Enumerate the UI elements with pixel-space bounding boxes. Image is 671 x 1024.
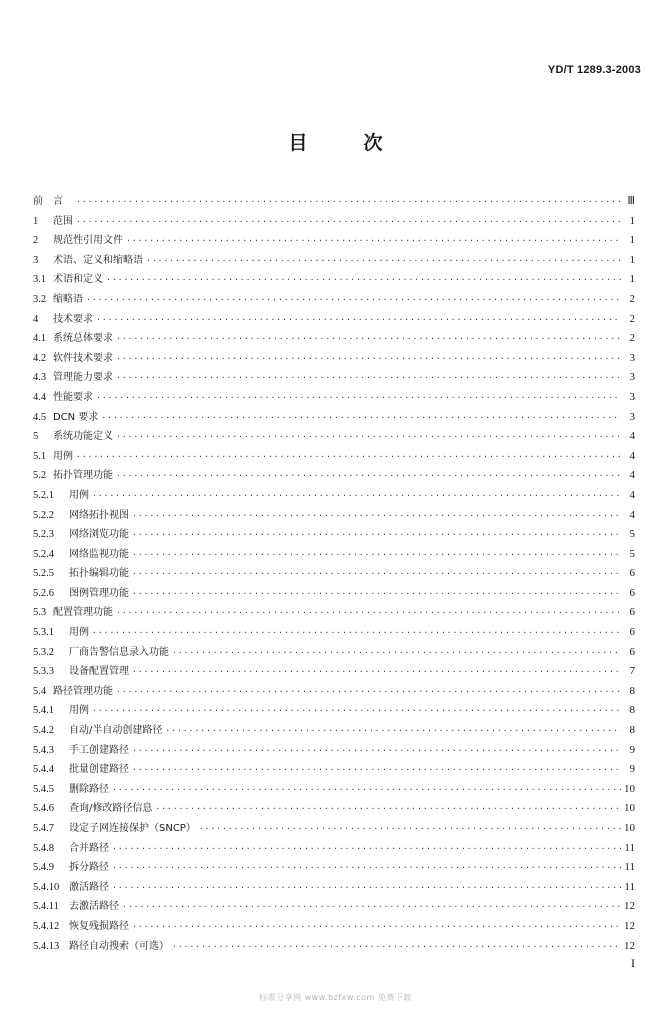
toc-entry-page: 4 [629, 469, 635, 482]
toc-entry-title: 范围 [53, 215, 73, 227]
toc-dot-leader [101, 408, 621, 428]
standard-code: YD/T 1289.3-2003 [547, 64, 641, 76]
toc-dot-leader [132, 564, 621, 584]
toc-entry-page: 12 [624, 900, 635, 913]
toc-dot-leader [116, 466, 621, 486]
toc-dot-leader [112, 780, 621, 800]
toc-entry[interactable] [33, 427, 635, 447]
toc-dot-leader [155, 799, 621, 819]
toc-entry[interactable] [33, 525, 635, 545]
toc-entry-page: 2 [629, 312, 635, 325]
toc-entry-page: 4 [629, 430, 635, 443]
toc-entry[interactable] [33, 310, 635, 330]
toc-entry-page: Ⅲ [627, 195, 635, 207]
toc-dot-leader [96, 388, 621, 408]
toc-entry-number: 5.2.5 [33, 568, 54, 580]
page-number: I [631, 956, 635, 970]
toc-entry-page: 2 [629, 292, 635, 305]
toc-entry-title: 网络浏览功能 [69, 529, 129, 541]
toc-entry-title: 删除路径 [69, 783, 109, 795]
toc-entry-page: 8 [629, 684, 635, 697]
toc-entry-number: 5.4.11 [33, 901, 59, 913]
toc-entry-number: 5.3.2 [33, 646, 54, 658]
toc-entry-number: 4.4 [33, 391, 47, 403]
toc-entry-number: 3 [33, 254, 39, 266]
toc-entry[interactable] [33, 701, 635, 721]
toc-entry-page: 11 [624, 841, 635, 854]
toc-dot-leader [116, 368, 621, 388]
toc-entry-page: 2 [629, 332, 635, 345]
toc-entry-title: 激活路径 [69, 881, 109, 893]
toc-dot-leader [106, 270, 621, 290]
toc-entry-page: 8 [629, 724, 635, 737]
toc-entry-title: 路径自动搜索（可选） [69, 940, 169, 952]
toc-dot-leader [92, 701, 621, 721]
toc-entry-page: 10 [624, 782, 635, 795]
toc-entry-number: 5.4.9 [33, 862, 54, 874]
toc-dot-leader [112, 839, 621, 859]
toc-entry[interactable] [33, 329, 635, 349]
toc-entry-title: 用例 [53, 450, 73, 462]
toc-entry-title: DCN 要求 [53, 411, 99, 423]
toc-entry-title: 软件技术要求 [53, 352, 113, 364]
toc-entry-page: 10 [624, 802, 635, 815]
toc-entry-title: 拆分路径 [69, 862, 109, 874]
toc-entry-number: 5.2.2 [33, 509, 54, 521]
toc-entry-number: 5.2.3 [33, 529, 54, 541]
toc-entry-title: 查询/修改路径信息 [69, 803, 153, 815]
toc-dot-leader [76, 192, 621, 212]
toc-entry[interactable] [33, 878, 635, 898]
toc-entry[interactable] [33, 290, 635, 310]
toc-entry[interactable] [33, 447, 635, 467]
toc-entry-number: 5.3 [33, 607, 47, 619]
toc-entry-number: 5.1 [33, 450, 47, 462]
toc-entry-title: 用例 [69, 705, 89, 717]
toc-entry[interactable] [33, 897, 635, 917]
toc-entry-number: 5.4.1 [33, 705, 54, 717]
toc-entry-number: 5.4.4 [33, 764, 54, 776]
toc-entry-page: 5 [629, 547, 635, 560]
toc-entry-title: 设备配置管理 [69, 666, 129, 678]
toc-entry[interactable] [33, 917, 635, 937]
toc-entry[interactable] [33, 486, 635, 506]
toc-entry[interactable] [33, 643, 635, 663]
toc-dot-leader [76, 447, 621, 467]
toc-entry[interactable] [33, 231, 635, 251]
toc-entry-title: 厂商告警信息录入功能 [69, 646, 169, 658]
toc-entry-page: 1 [629, 214, 635, 227]
toc-entry-number: 1 [33, 215, 39, 227]
toc-entry-page: 6 [629, 606, 635, 619]
toc-entry-title: 用例 [69, 627, 89, 639]
toc-entry-page: 1 [629, 273, 635, 286]
toc-entry[interactable] [33, 760, 635, 780]
toc-entry[interactable] [33, 819, 635, 839]
toc-entry-page: 8 [629, 704, 635, 717]
toc-entry-number: 5.4.10 [33, 881, 60, 893]
toc-dot-leader [92, 486, 621, 506]
toc-entry-title: 拓扑编辑功能 [69, 568, 129, 580]
toc-entry-page: 6 [629, 586, 635, 599]
toc-entry-page: 11 [624, 880, 635, 893]
toc-entry-number: 5.4.2 [33, 725, 54, 737]
toc-entry-number: 5.3.1 [33, 627, 54, 639]
toc-entry-number: 4.3 [33, 372, 47, 384]
toc-entry[interactable] [33, 506, 635, 526]
toc-entry-page: 9 [629, 743, 635, 756]
toc-dot-leader [172, 937, 621, 957]
toc-entry[interactable] [33, 349, 635, 369]
toc-entry[interactable] [33, 662, 635, 682]
toc-entry-title: 合并路径 [69, 842, 109, 854]
toc-entry-number: 3.1 [33, 274, 47, 286]
toc-entry-number: 4.2 [33, 352, 47, 364]
toc-entry-title: 拓扑管理功能 [53, 470, 113, 482]
toc-entry-page: 6 [629, 645, 635, 658]
toc-entry-title: 性能要求 [53, 391, 93, 403]
toc-dot-leader [76, 212, 621, 232]
page-title: 目次 [288, 132, 439, 154]
toc-dot-leader [132, 506, 621, 526]
toc-entry[interactable] [33, 564, 635, 584]
toc-entry-title: 批量创建路径 [69, 764, 129, 776]
toc-dot-leader [86, 290, 621, 310]
toc-entry[interactable] [33, 780, 635, 800]
toc-entry-title: 术语和定义 [53, 274, 103, 286]
toc-entry-page: 10 [624, 822, 635, 834]
toc-entry-title: 网络监视功能 [69, 548, 129, 560]
toc-entry-title: 设定子网连接保护（SNCP） [69, 823, 196, 834]
toc-entry-page: 1 [629, 253, 635, 266]
toc-entry[interactable] [33, 408, 635, 428]
toc-entry[interactable] [33, 799, 635, 819]
toc-entry-number: 5.4.8 [33, 842, 54, 854]
toc-entry-title: 手工创建路径 [69, 744, 129, 756]
toc-entry[interactable] [33, 623, 635, 643]
toc-entry-page: 4 [629, 508, 635, 521]
toc-entry[interactable] [33, 368, 635, 388]
toc-entry-title: 图例管理功能 [69, 587, 129, 599]
toc-entry-page: 3 [629, 390, 635, 403]
toc-dot-leader [116, 349, 621, 369]
toc-dot-leader [132, 525, 621, 545]
toc-entry-page: 3 [629, 351, 635, 364]
toc-entry-title: 前言 [33, 196, 73, 207]
toc-entry-page: 6 [629, 567, 635, 580]
toc-entry-page: 5 [629, 528, 635, 541]
toc-dot-leader [122, 897, 621, 917]
toc-entry-number: 5.4.13 [33, 940, 60, 952]
toc-dot-leader [96, 310, 621, 330]
toc-entry-title: 去激活路径 [69, 901, 119, 913]
toc-dot-leader [132, 760, 621, 780]
toc-dot-leader [132, 662, 621, 682]
toc-entry-title: 技术要求 [53, 313, 93, 325]
toc-entry-number: 5.3.3 [33, 666, 54, 678]
toc-dot-leader [132, 545, 621, 565]
toc-entry-page: 3 [629, 371, 635, 384]
toc-entry-page: 6 [629, 626, 635, 639]
toc-dot-leader [126, 231, 621, 251]
toc-dot-leader [132, 584, 621, 604]
toc-entry-number: 3.2 [33, 293, 47, 305]
toc-entry-page: 9 [629, 763, 635, 776]
toc-entry[interactable] [33, 388, 635, 408]
toc-entry-number: 5.4.5 [33, 783, 54, 795]
toc-entry[interactable] [33, 584, 635, 604]
toc-entry-number: 5.2.1 [33, 489, 54, 501]
toc-entry-number: 4.5 [33, 411, 47, 423]
toc-entry-title: 缩略语 [53, 293, 83, 305]
table-of-contents [33, 192, 635, 956]
toc-dot-leader [112, 858, 621, 878]
toc-dot-leader [172, 643, 621, 663]
toc-dot-leader [116, 603, 621, 623]
toc-entry-number: 5.4.7 [33, 823, 54, 834]
toc-entry-page: 4 [629, 449, 635, 462]
toc-entry-number: 5.4 [33, 685, 47, 697]
toc-entry-page: 12 [624, 939, 635, 952]
toc-entry-title: 系统总体要求 [53, 333, 113, 345]
toc-entry[interactable] [33, 251, 635, 271]
toc-entry[interactable] [33, 721, 635, 741]
toc-entry-number: 5.2 [33, 470, 47, 482]
toc-entry-number: 5.2.4 [33, 548, 54, 560]
toc-entry[interactable] [33, 858, 635, 878]
toc-entry[interactable] [33, 603, 635, 623]
toc-entry-title: 用例 [69, 489, 89, 501]
toc-entry-title: 路径管理功能 [53, 685, 113, 697]
toc-dot-leader [146, 251, 621, 271]
toc-entry-title: 系统功能定义 [53, 431, 113, 443]
toc-entry-number: 5.2.6 [33, 587, 54, 599]
toc-entry-page: 4 [629, 488, 635, 501]
toc-dot-leader [92, 623, 621, 643]
toc-dot-leader [165, 721, 621, 741]
toc-dot-leader [199, 819, 621, 839]
toc-entry[interactable] [33, 545, 635, 565]
toc-entry[interactable] [33, 741, 635, 761]
toc-dot-leader [132, 741, 621, 761]
toc-entry-page: 3 [629, 410, 635, 423]
toc-entry-number: 4 [33, 313, 39, 325]
toc-entry-title: 术语、定义和缩略语 [53, 254, 143, 266]
toc-entry-number: 5.4.6 [33, 803, 54, 815]
toc-dot-leader [116, 329, 621, 349]
toc-entry-number: 4.1 [33, 333, 47, 345]
toc-dot-leader [112, 878, 621, 898]
toc-entry[interactable] [33, 270, 635, 290]
toc-entry-number: 5.4.12 [33, 920, 60, 932]
toc-entry[interactable] [33, 212, 635, 232]
toc-entry-number: 2 [33, 235, 39, 247]
toc-entry-page: 1 [629, 234, 635, 247]
toc-entry-title: 恢复残损路径 [69, 920, 129, 932]
toc-entry-number: 5 [33, 431, 39, 443]
toc-entry-page: 12 [624, 919, 635, 932]
toc-entry[interactable] [33, 682, 635, 702]
toc-entry-title: 自动/半自动创建路径 [69, 725, 163, 737]
toc-entry-title: 管理能力要求 [53, 372, 113, 384]
toc-dot-leader [132, 917, 621, 937]
toc-entry-number: 5.4.3 [33, 744, 54, 756]
toc-entry-page: 11 [624, 861, 635, 874]
toc-entry[interactable] [33, 839, 635, 859]
toc-dot-leader [116, 427, 621, 447]
toc-entry-title: 配置管理功能 [53, 607, 113, 619]
toc-entry-page: 7 [629, 665, 635, 678]
toc-entry[interactable] [33, 466, 635, 486]
toc-dot-leader [116, 682, 621, 702]
toc-entry-title: 规范性引用文件 [53, 235, 123, 247]
toc-entry-title: 网络拓扑视图 [69, 509, 129, 521]
watermark-text: 标准分享网 www.bzfxw.com 免费下载 [259, 993, 412, 1002]
toc-entry[interactable] [33, 937, 635, 957]
toc-entry[interactable] [33, 192, 635, 212]
